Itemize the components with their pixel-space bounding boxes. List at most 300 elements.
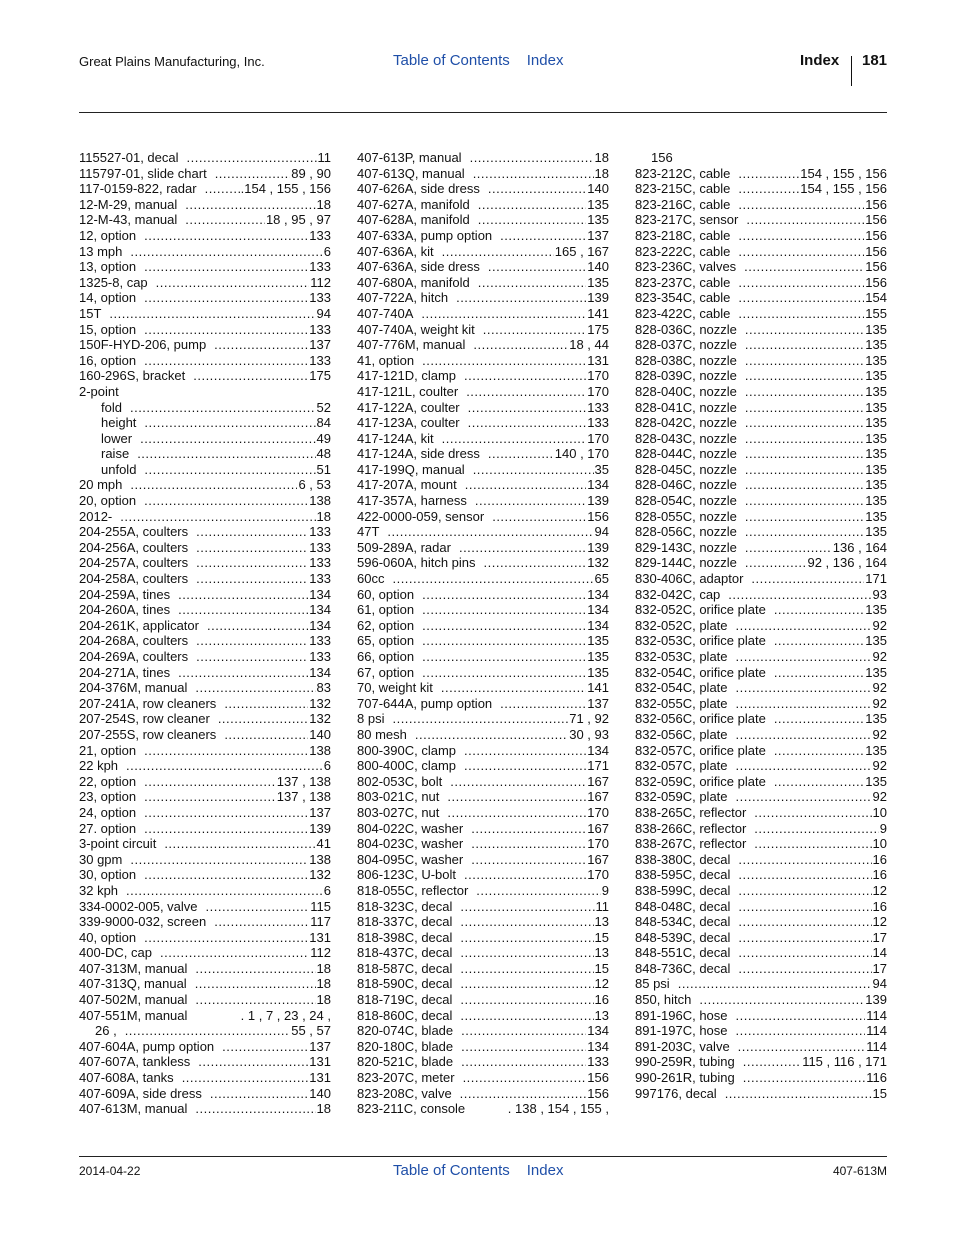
- index-entry[interactable]: [635, 914, 887, 930]
- index-entry[interactable]: [357, 415, 609, 431]
- index-pages[interactable]: 135: [865, 508, 887, 524]
- index-entry[interactable]: [357, 197, 609, 213]
- index-entry[interactable]: [79, 930, 331, 946]
- index-entry[interactable]: [357, 384, 609, 400]
- index-entry[interactable]: [357, 322, 609, 338]
- index-pages[interactable]: 135: [865, 742, 887, 758]
- index-pages[interactable]: 170: [587, 804, 609, 820]
- index-entry[interactable]: [357, 275, 609, 291]
- index-pages[interactable]: 140: [309, 1085, 331, 1101]
- index-pages[interactable]: 6: [323, 243, 331, 259]
- index-entry[interactable]: [635, 197, 887, 213]
- index-pages[interactable]: 16: [594, 992, 609, 1008]
- index-pages[interactable]: 71 , 92: [569, 711, 609, 727]
- index-pages[interactable]: 135: [865, 773, 887, 789]
- index-pages[interactable]: 134: [587, 617, 609, 633]
- index-entry[interactable]: [357, 228, 609, 244]
- index-pages[interactable]: 116: [866, 1070, 887, 1086]
- index-entry[interactable]: [79, 322, 331, 338]
- index-entry[interactable]: [79, 493, 331, 509]
- index-entry[interactable]: [79, 415, 331, 431]
- index-entry[interactable]: [357, 852, 609, 868]
- index-pages[interactable]: 134: [587, 477, 609, 493]
- index-pages[interactable]: 135: [865, 446, 887, 462]
- index-pages[interactable]: 16: [872, 851, 887, 867]
- index-entry[interactable]: [357, 836, 609, 852]
- index-entry[interactable]: [357, 509, 609, 525]
- index-entry[interactable]: [79, 914, 331, 930]
- index-pages[interactable]: 134: [587, 742, 609, 758]
- index-entry[interactable]: [79, 992, 331, 1008]
- index-entry[interactable]: [635, 649, 887, 665]
- index-entry[interactable]: [635, 743, 887, 759]
- index-entry[interactable]: [79, 509, 331, 525]
- index-pages[interactable]: 13: [594, 945, 609, 961]
- index-entry[interactable]: [357, 540, 609, 556]
- index-pages[interactable]: 6: [323, 758, 331, 774]
- index-entry[interactable]: [79, 821, 331, 837]
- index-pages[interactable]: 92: [872, 695, 887, 711]
- index-entry[interactable]: [357, 961, 609, 977]
- index-pages[interactable]: 135: [587, 633, 609, 649]
- index-pages[interactable]: 94: [872, 976, 887, 992]
- index-pages[interactable]: 9: [879, 820, 887, 836]
- index-entry[interactable]: [635, 150, 887, 166]
- index-entry[interactable]: [635, 930, 887, 946]
- index-entry[interactable]: [357, 602, 609, 618]
- index-entry[interactable]: [357, 462, 609, 478]
- index-entry[interactable]: [357, 930, 609, 946]
- index-entry[interactable]: [357, 337, 609, 353]
- index-pages[interactable]: 134: [587, 1038, 609, 1054]
- index-entry[interactable]: [635, 696, 887, 712]
- index-pages[interactable]: 16: [872, 898, 887, 914]
- index-entry[interactable]: [79, 805, 331, 821]
- index-pages[interactable]: 133: [309, 571, 331, 587]
- index-entry[interactable]: [357, 821, 609, 837]
- index-entry[interactable]: [357, 758, 609, 774]
- index-entry[interactable]: [79, 836, 331, 852]
- index-pages[interactable]: 92: [872, 789, 887, 805]
- index-entry[interactable]: [79, 680, 331, 696]
- index-pages[interactable]: 141: [587, 305, 609, 321]
- index-entry[interactable]: [635, 945, 887, 961]
- index-pages[interactable]: 135: [865, 383, 887, 399]
- index-entry[interactable]: [357, 743, 609, 759]
- index-pages[interactable]: 154 , 155 , 156: [800, 165, 887, 181]
- index-entry[interactable]: [79, 384, 331, 400]
- index-entry[interactable]: [79, 353, 331, 369]
- index-entry[interactable]: [357, 649, 609, 665]
- index-pages[interactable]: 92: [872, 649, 887, 664]
- index-entry[interactable]: [79, 743, 331, 759]
- index-entry[interactable]: [79, 633, 331, 649]
- index-pages[interactable]: 137: [309, 337, 331, 353]
- index-entry[interactable]: [79, 524, 331, 540]
- index-entry[interactable]: [79, 477, 331, 493]
- index-pages[interactable]: 94: [594, 524, 609, 540]
- index-pages[interactable]: 141: [587, 680, 609, 696]
- index-pages[interactable]: 135: [865, 415, 887, 431]
- index-pages[interactable]: 170: [587, 867, 609, 883]
- index-entry[interactable]: [635, 758, 887, 774]
- index-entry[interactable]: [635, 1086, 887, 1102]
- index-entry[interactable]: [357, 493, 609, 509]
- index-entry[interactable]: [357, 555, 609, 571]
- index-entry[interactable]: [357, 477, 609, 493]
- index-entry[interactable]: [357, 618, 609, 634]
- index-entry[interactable]: [357, 181, 609, 197]
- index-pages[interactable]: 114: [866, 1007, 887, 1023]
- index-entry[interactable]: [357, 1070, 609, 1086]
- index-entry[interactable]: [79, 789, 331, 805]
- index-pages[interactable]: 139: [587, 493, 609, 509]
- index-entry[interactable]: [357, 290, 609, 306]
- index-pages[interactable]: 133: [309, 227, 331, 243]
- index-pages[interactable]: 133: [587, 399, 609, 415]
- index-entry[interactable]: [635, 275, 887, 291]
- index-pages[interactable]: 41: [316, 836, 331, 852]
- index-pages[interactable]: 15: [594, 929, 609, 945]
- index-pages[interactable]: 12: [872, 914, 887, 930]
- index-pages[interactable]: 10: [872, 804, 887, 820]
- index-pages[interactable]: 135: [865, 711, 887, 727]
- index-entry[interactable]: [635, 540, 887, 556]
- index-pages[interactable]: 140 , 170: [554, 446, 609, 462]
- index-pages[interactable]: 65: [594, 571, 609, 587]
- index-pages[interactable]: 114: [866, 1038, 887, 1054]
- index-pages[interactable]: 135: [865, 337, 887, 353]
- index-entry[interactable]: [79, 587, 331, 603]
- index-entry[interactable]: [79, 976, 331, 992]
- index-entry[interactable]: [635, 1008, 887, 1024]
- index-entry[interactable]: [635, 883, 887, 899]
- index-pages[interactable]: 18: [316, 976, 331, 992]
- index-pages[interactable]: 140: [309, 726, 331, 742]
- index-entry[interactable]: [79, 275, 331, 291]
- index-entry[interactable]: [357, 805, 609, 821]
- index-pages[interactable]: 135: [587, 212, 609, 228]
- index-pages[interactable]: 135: [587, 649, 609, 664]
- index-entry[interactable]: [79, 758, 331, 774]
- index-pages[interactable]: 133: [309, 352, 331, 368]
- index-pages[interactable]: 132: [309, 867, 331, 883]
- index-pages[interactable]: 134: [587, 586, 609, 602]
- index-entry[interactable]: [79, 727, 331, 743]
- index-pages[interactable]: 133: [309, 633, 331, 649]
- index-entry[interactable]: [79, 244, 331, 260]
- index-entry[interactable]: [357, 945, 609, 961]
- index-pages[interactable]: 135: [865, 493, 887, 509]
- index-pages[interactable]: 156: [865, 243, 887, 259]
- index-entry[interactable]: [79, 1054, 331, 1070]
- index-entry[interactable]: [635, 337, 887, 353]
- index-entry[interactable]: [357, 867, 609, 883]
- index-pages[interactable]: 170: [587, 368, 609, 384]
- index-entry[interactable]: [357, 992, 609, 1008]
- index-pages[interactable]: 92: [872, 758, 887, 774]
- index-entry[interactable]: [635, 181, 887, 197]
- index-pages[interactable]: 156: [865, 196, 887, 212]
- index-pages[interactable]: 18: [316, 1101, 331, 1117]
- index-entry[interactable]: [79, 290, 331, 306]
- index-pages[interactable]: 115: [310, 898, 331, 914]
- index-entry[interactable]: [635, 306, 887, 322]
- index-entry[interactable]: [635, 462, 887, 478]
- index-pages[interactable]: 170: [587, 836, 609, 852]
- index-entry[interactable]: [79, 228, 331, 244]
- index-pages[interactable]: 92: [872, 726, 887, 742]
- index-entry[interactable]: [79, 649, 331, 665]
- index-pages[interactable]: 165 , 167: [554, 243, 609, 259]
- index-pages[interactable]: 114: [866, 1023, 887, 1039]
- index-entry[interactable]: [635, 212, 887, 228]
- index-pages[interactable]: 135: [865, 399, 887, 415]
- index-entry[interactable]: [635, 368, 887, 384]
- index-pages[interactable]: 175: [309, 368, 331, 384]
- index-entry[interactable]: [357, 899, 609, 915]
- index-pages[interactable]: 6 , 53: [298, 477, 331, 493]
- index-entry[interactable]: [79, 181, 331, 197]
- index-pages[interactable]: 18: [316, 960, 331, 976]
- index-pages[interactable]: 112: [310, 274, 331, 290]
- index-entry[interactable]: [635, 665, 887, 681]
- index-pages[interactable]: 48: [316, 446, 331, 462]
- index-entry[interactable]: [357, 587, 609, 603]
- index-pages[interactable]: 137: [587, 695, 609, 711]
- index-entry[interactable]: [79, 431, 331, 447]
- index-entry[interactable]: [79, 602, 331, 618]
- index-entry[interactable]: [635, 789, 887, 805]
- index-pages[interactable]: 6: [323, 882, 331, 898]
- index-entry[interactable]: [635, 852, 887, 868]
- index-entry[interactable]: [79, 852, 331, 868]
- index-pages[interactable]: 133: [309, 539, 331, 555]
- index-pages[interactable]: 17: [872, 960, 887, 976]
- index-entry[interactable]: [357, 212, 609, 228]
- index-pages[interactable]: 133: [309, 524, 331, 540]
- index-pages[interactable]: 83: [316, 680, 331, 696]
- index-entry[interactable]: [635, 1039, 887, 1055]
- index-pages[interactable]: 156: [587, 1085, 609, 1101]
- index-pages[interactable]: 156: [587, 508, 609, 524]
- index-pages[interactable]: 136 , 164: [832, 539, 887, 555]
- index-entry[interactable]: [357, 1054, 609, 1070]
- index-pages[interactable]: 134: [309, 586, 331, 602]
- index-entry[interactable]: [635, 244, 887, 260]
- index-pages[interactable]: 55 , 57: [291, 1023, 331, 1039]
- index-entry[interactable]: [635, 259, 887, 275]
- index-entry[interactable]: [79, 540, 331, 556]
- index-pages[interactable]: 92: [872, 680, 887, 696]
- index-entry[interactable]: [357, 431, 609, 447]
- index-entry[interactable]: [357, 1008, 609, 1024]
- index-entry[interactable]: [635, 431, 887, 447]
- index-pages[interactable]: 49: [316, 430, 331, 446]
- index-entry[interactable]: [79, 446, 331, 462]
- index-pages[interactable]: 132: [587, 555, 609, 571]
- index-pages[interactable]: 15: [594, 960, 609, 976]
- index-entry[interactable]: [357, 665, 609, 681]
- index-entry[interactable]: [79, 462, 331, 478]
- index-entry[interactable]: [635, 836, 887, 852]
- index-pages[interactable]: 139: [309, 820, 331, 836]
- index-pages[interactable]: 94: [316, 305, 331, 321]
- index-pages[interactable]: 12: [594, 976, 609, 992]
- index-entry[interactable]: [79, 867, 331, 883]
- index-entry[interactable]: [357, 727, 609, 743]
- index-pages[interactable]: 135: [865, 461, 887, 477]
- index-pages[interactable]: 154 , 155 , 156: [800, 181, 887, 197]
- index-pages[interactable]: 9: [601, 882, 609, 898]
- index-entry[interactable]: [79, 166, 331, 182]
- index-pages[interactable]: 156: [865, 227, 887, 243]
- index-pages[interactable]: 138: [309, 493, 331, 509]
- index-entry[interactable]: [79, 555, 331, 571]
- index-entry[interactable]: [635, 477, 887, 493]
- index-entry[interactable]: [79, 899, 331, 915]
- index-pages[interactable]: 18: [594, 165, 609, 181]
- index-entry[interactable]: [635, 1070, 887, 1086]
- index-pages[interactable]: 135: [865, 368, 887, 384]
- index-pages[interactable]: 16: [872, 867, 887, 883]
- index-entry[interactable]: [79, 1039, 331, 1055]
- index-entry[interactable]: [357, 1101, 609, 1117]
- index-entry[interactable]: [357, 680, 609, 696]
- index-pages[interactable]: 175: [587, 321, 609, 337]
- index-pages[interactable]: 30 , 93: [569, 726, 609, 742]
- index-entry[interactable]: [79, 368, 331, 384]
- index-pages[interactable]: 18: [316, 196, 331, 212]
- index-pages[interactable]: 133: [309, 259, 331, 275]
- index-pages[interactable]: 135: [865, 664, 887, 680]
- index-pages[interactable]: 131: [309, 1054, 331, 1070]
- index-pages[interactable]: 18 , 95 , 97: [265, 212, 331, 228]
- index-pages[interactable]: 135: [865, 524, 887, 540]
- index-pages[interactable]: 15: [872, 1085, 887, 1101]
- index-pages[interactable]: 137 , 138: [276, 773, 331, 789]
- index-pages[interactable]: 155: [865, 305, 887, 321]
- index-entry[interactable]: [79, 1086, 331, 1102]
- index-pages[interactable]: 11: [317, 150, 331, 165]
- index-pages[interactable]: . 138 , 154 , 155 ,: [507, 1101, 609, 1117]
- index-pages[interactable]: . 1 , 7 , 23 , 24 ,: [240, 1007, 331, 1023]
- index-pages[interactable]: 18: [316, 992, 331, 1008]
- footer-index-link[interactable]: Index: [526, 1162, 564, 1179]
- index-pages[interactable]: 13: [594, 1007, 609, 1023]
- index-entry[interactable]: [635, 727, 887, 743]
- index-pages[interactable]: 156: [865, 274, 887, 290]
- index-pages[interactable]: 92: [872, 617, 887, 633]
- index-pages[interactable]: 18 , 44: [569, 337, 609, 353]
- index-entry[interactable]: [357, 353, 609, 369]
- index-pages[interactable]: 133: [587, 1054, 609, 1070]
- index-pages[interactable]: 93: [872, 586, 887, 602]
- index-pages[interactable]: 134: [309, 664, 331, 680]
- index-pages[interactable]: 133: [587, 415, 609, 431]
- index-entry[interactable]: [79, 711, 331, 727]
- index-pages[interactable]: 132: [309, 711, 331, 727]
- index-pages[interactable]: 131: [309, 929, 331, 945]
- index-entry[interactable]: [635, 618, 887, 634]
- index-pages[interactable]: 133: [309, 649, 331, 664]
- index-entry[interactable]: [635, 633, 887, 649]
- index-entry[interactable]: [79, 1023, 331, 1039]
- index-entry[interactable]: [635, 774, 887, 790]
- index-entry[interactable]: [635, 322, 887, 338]
- index-pages[interactable]: 89 , 90: [291, 165, 331, 181]
- index-entry[interactable]: [635, 867, 887, 883]
- index-entry[interactable]: [635, 571, 887, 587]
- index-entry[interactable]: [635, 961, 887, 977]
- index-entry[interactable]: [635, 602, 887, 618]
- index-entry[interactable]: [79, 696, 331, 712]
- index-pages[interactable]: 92 , 136 , 164: [807, 555, 887, 571]
- index-pages[interactable]: 135: [587, 274, 609, 290]
- index-pages[interactable]: 156: [587, 1070, 609, 1086]
- index-pages[interactable]: 112: [310, 945, 331, 961]
- index-entry[interactable]: [357, 446, 609, 462]
- index-pages[interactable]: 17: [872, 929, 887, 945]
- index-pages[interactable]: 35: [594, 461, 609, 477]
- index-pages[interactable]: 115 , 116 , 171: [802, 1054, 887, 1070]
- index-entry[interactable]: [357, 711, 609, 727]
- index-entry[interactable]: [357, 524, 609, 540]
- index-entry[interactable]: [79, 306, 331, 322]
- index-pages[interactable]: 167: [587, 773, 609, 789]
- index-pages[interactable]: 156: [865, 212, 887, 228]
- index-entry[interactable]: [635, 992, 887, 1008]
- index-pages[interactable]: 138: [309, 851, 331, 867]
- index-entry[interactable]: [635, 228, 887, 244]
- index-pages[interactable]: 133: [309, 321, 331, 337]
- index-entry[interactable]: [635, 805, 887, 821]
- index-pages[interactable]: 117: [310, 914, 331, 930]
- index-pages[interactable]: 137: [309, 1038, 331, 1054]
- index-pages[interactable]: 134: [587, 602, 609, 618]
- index-entry[interactable]: [635, 976, 887, 992]
- index-entry[interactable]: [357, 914, 609, 930]
- index-entry[interactable]: [357, 789, 609, 805]
- index-entry[interactable]: [357, 368, 609, 384]
- index-pages[interactable]: 134: [309, 617, 331, 633]
- index-pages[interactable]: 12: [872, 882, 887, 898]
- index-pages[interactable]: 11: [595, 898, 609, 914]
- index-entry[interactable]: [635, 353, 887, 369]
- index-pages[interactable]: 139: [865, 992, 887, 1008]
- index-entry[interactable]: [79, 571, 331, 587]
- index-pages[interactable]: 135: [865, 633, 887, 649]
- index-pages[interactable]: 156: [865, 259, 887, 275]
- index-entry[interactable]: [635, 400, 887, 416]
- index-entry[interactable]: [357, 306, 609, 322]
- index-entry[interactable]: [79, 961, 331, 977]
- index-entry[interactable]: [79, 150, 331, 166]
- index-entry[interactable]: [79, 665, 331, 681]
- index-entry[interactable]: [635, 384, 887, 400]
- index-entry[interactable]: [79, 197, 331, 213]
- index-entry[interactable]: [357, 696, 609, 712]
- index-pages[interactable]: 84: [316, 415, 331, 431]
- index-pages[interactable]: 135: [865, 321, 887, 337]
- index-pages[interactable]: 167: [587, 789, 609, 805]
- index-entry[interactable]: [635, 680, 887, 696]
- index-entry[interactable]: [357, 1039, 609, 1055]
- index-pages[interactable]: 13: [594, 914, 609, 930]
- index-pages[interactable]: 51: [316, 461, 331, 477]
- index-pages[interactable]: 139: [587, 539, 609, 555]
- index-pages[interactable]: 18: [594, 150, 609, 165]
